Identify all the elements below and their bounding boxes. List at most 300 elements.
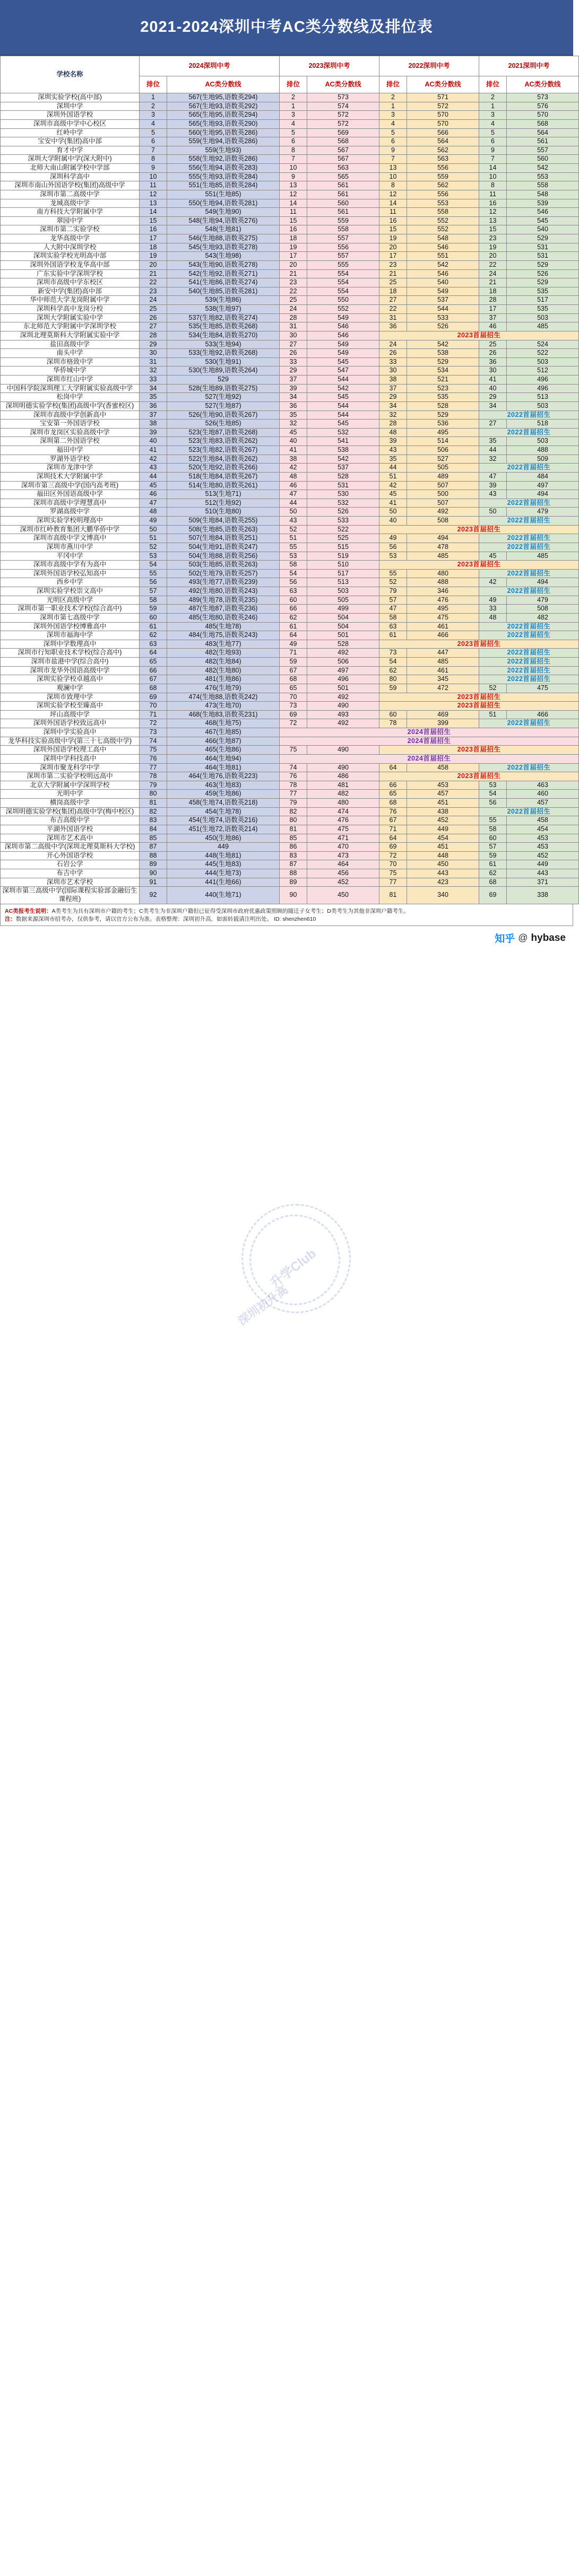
score-2024: 549(生地90) (167, 208, 280, 217)
school-name: 北师大南山附属学校中学部 (1, 164, 140, 173)
score-2024: 551(生地85) (167, 190, 280, 199)
rank-2022: 65 (379, 790, 407, 799)
score-2024: 459(生地86) (167, 790, 280, 799)
table-row (1, 640, 579, 649)
table-row (1, 437, 579, 446)
school-name: 福田中学 (1, 446, 140, 455)
rank-2021: 9 (479, 146, 507, 155)
school-name: 深圳市龙津中学 (1, 464, 140, 473)
score-2023: 546 (307, 322, 379, 331)
score-2023: 546 (307, 331, 379, 340)
score-2023: 530 (307, 490, 379, 499)
score-2021: 371 (507, 878, 579, 887)
rank-2023: 35 (280, 411, 307, 420)
table-row (1, 807, 579, 816)
rank-2023: 55 (280, 543, 307, 552)
score-2023: 559 (307, 216, 379, 225)
note-first-enrollment: 2022首届招生 (479, 675, 579, 684)
score-2021: 539 (507, 199, 579, 208)
header-rank-2021: 排位 (479, 76, 507, 93)
rank-2022: 24 (379, 340, 407, 349)
rank-2023: 14 (280, 199, 307, 208)
rank-2021: 14 (479, 164, 507, 173)
school-name: 龙华科技实验高级中学(第三十七高级中学) (1, 737, 140, 746)
rank-2022: 1 (379, 102, 407, 111)
table-row (1, 472, 579, 481)
score-2023: 499 (307, 605, 379, 614)
score-2022: 469 (407, 710, 479, 719)
table-row (1, 649, 579, 658)
score-2024: 482(生地80) (167, 666, 280, 675)
rank-2021: 26 (479, 349, 507, 358)
school-name: 深圳实验学校(高中部) (1, 93, 140, 102)
table-row (1, 455, 579, 464)
score-2024: 567(生地93,语数英292) (167, 102, 280, 111)
score-2023: 556 (307, 243, 379, 252)
score-2023: 544 (307, 401, 379, 411)
score-2024: 526(生地85) (167, 420, 280, 429)
score-2021: 529 (507, 234, 579, 243)
score-2024: 542(生地92,语数英271) (167, 269, 280, 278)
rank-2023: 73 (280, 702, 307, 711)
school-name: 深圳中学实验高中 (1, 728, 140, 737)
rank-2023: 42 (280, 464, 307, 473)
score-2024: 507(生地84,语数英251) (167, 534, 280, 543)
score-2023: 568 (307, 137, 379, 146)
rank-2023: 65 (280, 684, 307, 693)
rank-2023: 28 (280, 313, 307, 322)
score-2023: 504 (307, 613, 379, 622)
rank-2023: 77 (280, 790, 307, 799)
rank-2021: 54 (479, 790, 507, 799)
score-2024: 448(生地81) (167, 851, 280, 860)
school-name: 人大附中深圳学校 (1, 243, 140, 252)
score-2022: 563 (407, 155, 479, 164)
table-row (1, 287, 579, 296)
rank-2021: 3 (479, 111, 507, 120)
table-row (1, 137, 579, 146)
score-2024: 493(生地77,语数英239) (167, 578, 280, 587)
school-name: 石岩公学 (1, 860, 140, 869)
score-2023: 549 (307, 340, 379, 349)
rank-2023: 44 (280, 499, 307, 508)
school-name: 深圳市第三高级中学(国际课程实验部金融衍生课程班) (1, 887, 140, 904)
table-row (1, 878, 579, 887)
score-2023: 573 (307, 93, 379, 102)
rank-2024: 54 (140, 561, 167, 570)
score-2021: 488 (507, 446, 579, 455)
rank-2021: 35 (479, 437, 507, 446)
rank-2022: 41 (379, 499, 407, 508)
score-2021: 497 (507, 481, 579, 490)
rank-2024: 91 (140, 878, 167, 887)
score-2023: 464 (307, 860, 379, 869)
rank-2021: 44 (479, 446, 507, 455)
rank-2021: 58 (479, 825, 507, 834)
rank-2024: 40 (140, 437, 167, 446)
rank-2022: 40 (379, 517, 407, 526)
score-2022: 552 (407, 216, 479, 225)
rank-2022: 78 (379, 719, 407, 728)
note-first-enrollment: 2024首届招生 (280, 737, 579, 746)
rank-2023: 80 (280, 816, 307, 825)
school-name: 深圳科学高中 (1, 172, 140, 181)
score-2024: 467(生地85) (167, 728, 280, 737)
note-first-enrollment: 2022首届招生 (479, 428, 579, 437)
score-2023: 456 (307, 869, 379, 878)
score-2024: 518(生地84,语数英267) (167, 472, 280, 481)
score-2022: 546 (407, 269, 479, 278)
score-2022: 549 (407, 287, 479, 296)
rank-2022: 19 (379, 234, 407, 243)
rank-2021: 40 (479, 384, 507, 393)
score-2022: 447 (407, 649, 479, 658)
header-rank-2024: 排位 (140, 76, 167, 93)
rank-2021: 61 (479, 860, 507, 869)
score-2022: 521 (407, 376, 479, 385)
brand-bar (0, 926, 573, 950)
score-2021: 517 (507, 296, 579, 305)
score-2021: 482 (507, 613, 579, 622)
table-row (1, 146, 579, 155)
score-2024: 551(生地85,语数英284) (167, 181, 280, 190)
rank-2024: 34 (140, 384, 167, 393)
score-2021: 564 (507, 128, 579, 137)
table-row (1, 234, 579, 243)
score-2022: 451 (407, 799, 479, 808)
score-2022: 553 (407, 199, 479, 208)
school-name: 深圳市第七高级中学 (1, 613, 140, 622)
score-2021: 463 (507, 781, 579, 790)
table-row (1, 543, 579, 552)
score-2024: 548(生地94,语数英276) (167, 216, 280, 225)
score-2021: 561 (507, 137, 579, 146)
score-2021: 458 (507, 816, 579, 825)
rank-2021: 56 (479, 799, 507, 808)
rank-2023: 1 (280, 102, 307, 111)
rank-2022: 39 (379, 437, 407, 446)
rank-2022: 15 (379, 225, 407, 234)
rank-2023: 15 (280, 216, 307, 225)
table-row (1, 331, 579, 340)
rank-2021: 5 (479, 128, 507, 137)
table-row (1, 313, 579, 322)
score-2021: 545 (507, 216, 579, 225)
score-2022: 450 (407, 860, 479, 869)
rank-2023: 41 (280, 446, 307, 455)
table-row (1, 799, 579, 808)
table-row (1, 199, 579, 208)
rank-2023: 37 (280, 376, 307, 385)
school-name: 中国科学院深圳理工大学附属实验高级中学 (1, 384, 140, 393)
score-2023: 532 (307, 428, 379, 437)
score-2022: 457 (407, 790, 479, 799)
score-2023: 560 (307, 199, 379, 208)
rank-2021: 33 (479, 605, 507, 614)
watermark-text-sz: 深圳初升高 (235, 1282, 291, 1328)
rank-2024: 4 (140, 119, 167, 128)
score-2021: 542 (507, 164, 579, 173)
table-row (1, 693, 579, 702)
score-2022: 551 (407, 252, 479, 261)
rank-2022: 26 (379, 349, 407, 358)
rank-2021: 22 (479, 260, 507, 269)
school-name: 横岗高级中学 (1, 799, 140, 808)
note-first-enrollment: 2023首届招生 (379, 746, 579, 755)
rank-2024: 77 (140, 763, 167, 772)
score-2023: 549 (307, 313, 379, 322)
school-name: 深圳外国语学校理工高中 (1, 746, 140, 755)
score-2024: 468(生地83,语数英231) (167, 710, 280, 719)
rank-2024: 62 (140, 631, 167, 640)
score-2024: 482(生地84) (167, 658, 280, 667)
rank-2022: 75 (379, 869, 407, 878)
rank-2022: 43 (379, 446, 407, 455)
score-2022: 533 (407, 313, 479, 322)
table-row (1, 719, 579, 728)
rank-2024: 18 (140, 243, 167, 252)
rank-2023: 87 (280, 860, 307, 869)
rank-2022: 33 (379, 357, 407, 366)
score-2024: 530(生地91) (167, 357, 280, 366)
score-2023: 452 (307, 878, 379, 887)
school-name: 深圳外国语学校龙华高中部 (1, 260, 140, 269)
rank-2024: 11 (140, 181, 167, 190)
rank-2022: 23 (379, 260, 407, 269)
rank-2024: 51 (140, 534, 167, 543)
score-2021: 512 (507, 366, 579, 376)
rank-2022: 42 (379, 481, 407, 490)
rank-2022: 64 (379, 763, 407, 772)
table-row (1, 658, 579, 667)
rank-2024: 30 (140, 349, 167, 358)
score-2024: 481(生地86) (167, 675, 280, 684)
rank-2023: 89 (280, 878, 307, 887)
score-2024: 468(生地75) (167, 719, 280, 728)
score-2021: 452 (507, 851, 579, 860)
rank-2024: 60 (140, 613, 167, 622)
score-2022: 451 (407, 843, 479, 852)
rank-2023: 85 (280, 834, 307, 843)
score-2022: 562 (407, 181, 479, 190)
rank-2022: 30 (379, 366, 407, 376)
score-2024: 454(生地74,语数英216) (167, 816, 280, 825)
table-row (1, 128, 579, 137)
rank-2024: 48 (140, 508, 167, 517)
score-2022: 458 (407, 763, 479, 772)
score-2024: 445(生地83) (167, 860, 280, 869)
score-2021: 460 (507, 790, 579, 799)
score-2023: 473 (307, 851, 379, 860)
table-header (1, 56, 579, 93)
watermark-ring-2 (249, 1215, 340, 1305)
score-2022: 562 (407, 146, 479, 155)
rank-2022: 36 (379, 322, 407, 331)
score-2023: 538 (307, 446, 379, 455)
score-2023: 510 (307, 561, 379, 570)
rank-2024: 56 (140, 578, 167, 587)
score-2021: 466 (507, 710, 579, 719)
score-2021: 560 (507, 155, 579, 164)
score-2024: 508(生地85,语数英263) (167, 525, 280, 534)
header-score-2022: AC类分数线 (407, 76, 479, 93)
rank-2022: 21 (379, 269, 407, 278)
score-2023: 550 (307, 296, 379, 305)
rank-2022: 81 (379, 887, 407, 904)
score-2022: 570 (407, 111, 479, 120)
score-2021: 557 (507, 146, 579, 155)
score-2024: 539(生地86) (167, 296, 280, 305)
score-2024: 484(生地75,语数英243) (167, 631, 280, 640)
rank-2024: 36 (140, 401, 167, 411)
rank-2021: 69 (479, 887, 507, 904)
rank-2023: 31 (280, 322, 307, 331)
school-name: 宝安中学(集团)高中部 (1, 137, 140, 146)
score-2023: 572 (307, 119, 379, 128)
score-2024: 538(生地97) (167, 305, 280, 314)
table-row (1, 596, 579, 605)
rank-2021: 1 (479, 102, 507, 111)
rank-2021: 60 (479, 834, 507, 843)
rank-2024: 26 (140, 313, 167, 322)
score-2024: 465(生地86) (167, 746, 280, 755)
rank-2021: 55 (479, 816, 507, 825)
score-2024: 487(生地87,语数英236) (167, 605, 280, 614)
table-row (1, 534, 579, 543)
score-2023: 492 (307, 719, 379, 728)
table-row (1, 155, 579, 164)
score-2023: 504 (307, 622, 379, 631)
rank-2023: 70 (280, 693, 307, 702)
score-2022: 546 (407, 243, 479, 252)
score-2022: 480 (407, 569, 479, 578)
score-2022: 461 (407, 666, 479, 675)
rank-2024: 23 (140, 287, 167, 296)
score-2024: 545(生地93,语数英278) (167, 243, 280, 252)
rank-2024: 8 (140, 155, 167, 164)
zhihu-logo-text: 知乎 (495, 933, 515, 945)
school-name: 深圳市第二实验学校 (1, 225, 140, 234)
score-2024: 492(生地80,语数英243) (167, 587, 280, 596)
score-2023: 541 (307, 437, 379, 446)
school-name: 光明区高级中学 (1, 596, 140, 605)
score-2024: 527(生地87) (167, 401, 280, 411)
rank-2024: 28 (140, 331, 167, 340)
rank-2023: 20 (280, 260, 307, 269)
school-name: 龙城高级中学 (1, 199, 140, 208)
table-row (1, 252, 579, 261)
rank-2023: 79 (280, 799, 307, 808)
score-2022: 472 (407, 684, 479, 693)
note-first-enrollment: 2022首届招生 (479, 543, 579, 552)
score-2024: 523(生地87,语数英268) (167, 428, 280, 437)
table-row (1, 366, 579, 376)
score-2021: 540 (507, 225, 579, 234)
note-first-enrollment: 2024首届招生 (280, 728, 579, 737)
score-2024: 451(生地72,语数英214) (167, 825, 280, 834)
rank-2023: 24 (280, 305, 307, 314)
score-2023: 490 (307, 746, 379, 755)
rank-2021: 37 (479, 313, 507, 322)
rank-2024: 1 (140, 93, 167, 102)
score-2022: 542 (407, 260, 479, 269)
rank-2022: 62 (379, 666, 407, 675)
rank-2021: 17 (479, 305, 507, 314)
rank-2024: 39 (140, 428, 167, 437)
table-row (1, 569, 579, 578)
rank-2021: 6 (479, 137, 507, 146)
score-2024: 534(生地84,语数英270) (167, 331, 280, 340)
table-row (1, 710, 579, 719)
score-2024: 444(生地73) (167, 869, 280, 878)
score-2024: 523(生地82,语数英267) (167, 446, 280, 455)
school-name: 深圳北理莫斯科大学附属实验中学 (1, 331, 140, 340)
score-2022: 485 (407, 552, 479, 561)
table-row (1, 93, 579, 102)
score-2024: 512(生地92) (167, 499, 280, 508)
note-first-enrollment: 2022首届招生 (479, 411, 579, 420)
score-2023: 470 (307, 843, 379, 852)
rank-2022: 80 (379, 675, 407, 684)
school-name: 罗湖外语学校 (1, 455, 140, 464)
table-row (1, 825, 579, 834)
rank-2023: 39 (280, 384, 307, 393)
rank-2021: 8 (479, 181, 507, 190)
rank-2023: 76 (280, 772, 307, 781)
table-row (1, 349, 579, 358)
rank-2023: 45 (280, 428, 307, 437)
score-2024: 543(生地98) (167, 252, 280, 261)
rank-2022: 68 (379, 799, 407, 808)
rank-2023: 88 (280, 869, 307, 878)
table-row (1, 860, 579, 869)
score-2022: 556 (407, 190, 479, 199)
school-name: 深圳外国语学校 (1, 111, 140, 120)
rank-2023: 5 (280, 128, 307, 137)
score-2022: 453 (407, 781, 479, 790)
score-2022: 492 (407, 508, 479, 517)
table-row (1, 666, 579, 675)
score-2021: 443 (507, 869, 579, 878)
score-2023: 496 (307, 675, 379, 684)
table-row (1, 216, 579, 225)
score-2024: 567(生地95,语数英294) (167, 93, 280, 102)
rank-2023: 56 (280, 578, 307, 587)
rank-2023: 19 (280, 243, 307, 252)
rank-2023: 53 (280, 552, 307, 561)
school-name: 深圳市行知职业技术学校(综合高中) (1, 649, 140, 658)
header-rank-2022: 排位 (379, 76, 407, 93)
score-2021: 526 (507, 269, 579, 278)
rank-2021: 48 (479, 613, 507, 622)
score-2022: 454 (407, 834, 479, 843)
score-2022: 507 (407, 481, 479, 490)
school-name: 深圳第二外国语学校 (1, 437, 140, 446)
rank-2022: 44 (379, 464, 407, 473)
score-2022: 508 (407, 517, 479, 526)
rank-2022: 8 (379, 181, 407, 190)
score-2023: 525 (307, 534, 379, 543)
school-name: 华侨城中学 (1, 366, 140, 376)
rank-2021: 29 (479, 393, 507, 402)
school-name: 深圳外国语学校致远高中 (1, 719, 140, 728)
rank-2021: 57 (479, 843, 507, 852)
score-2022: 438 (407, 807, 479, 816)
rank-2021: 4 (479, 119, 507, 128)
table-row (1, 401, 579, 411)
table-row (1, 305, 579, 314)
school-name: 深圳市艺术学校 (1, 878, 140, 887)
